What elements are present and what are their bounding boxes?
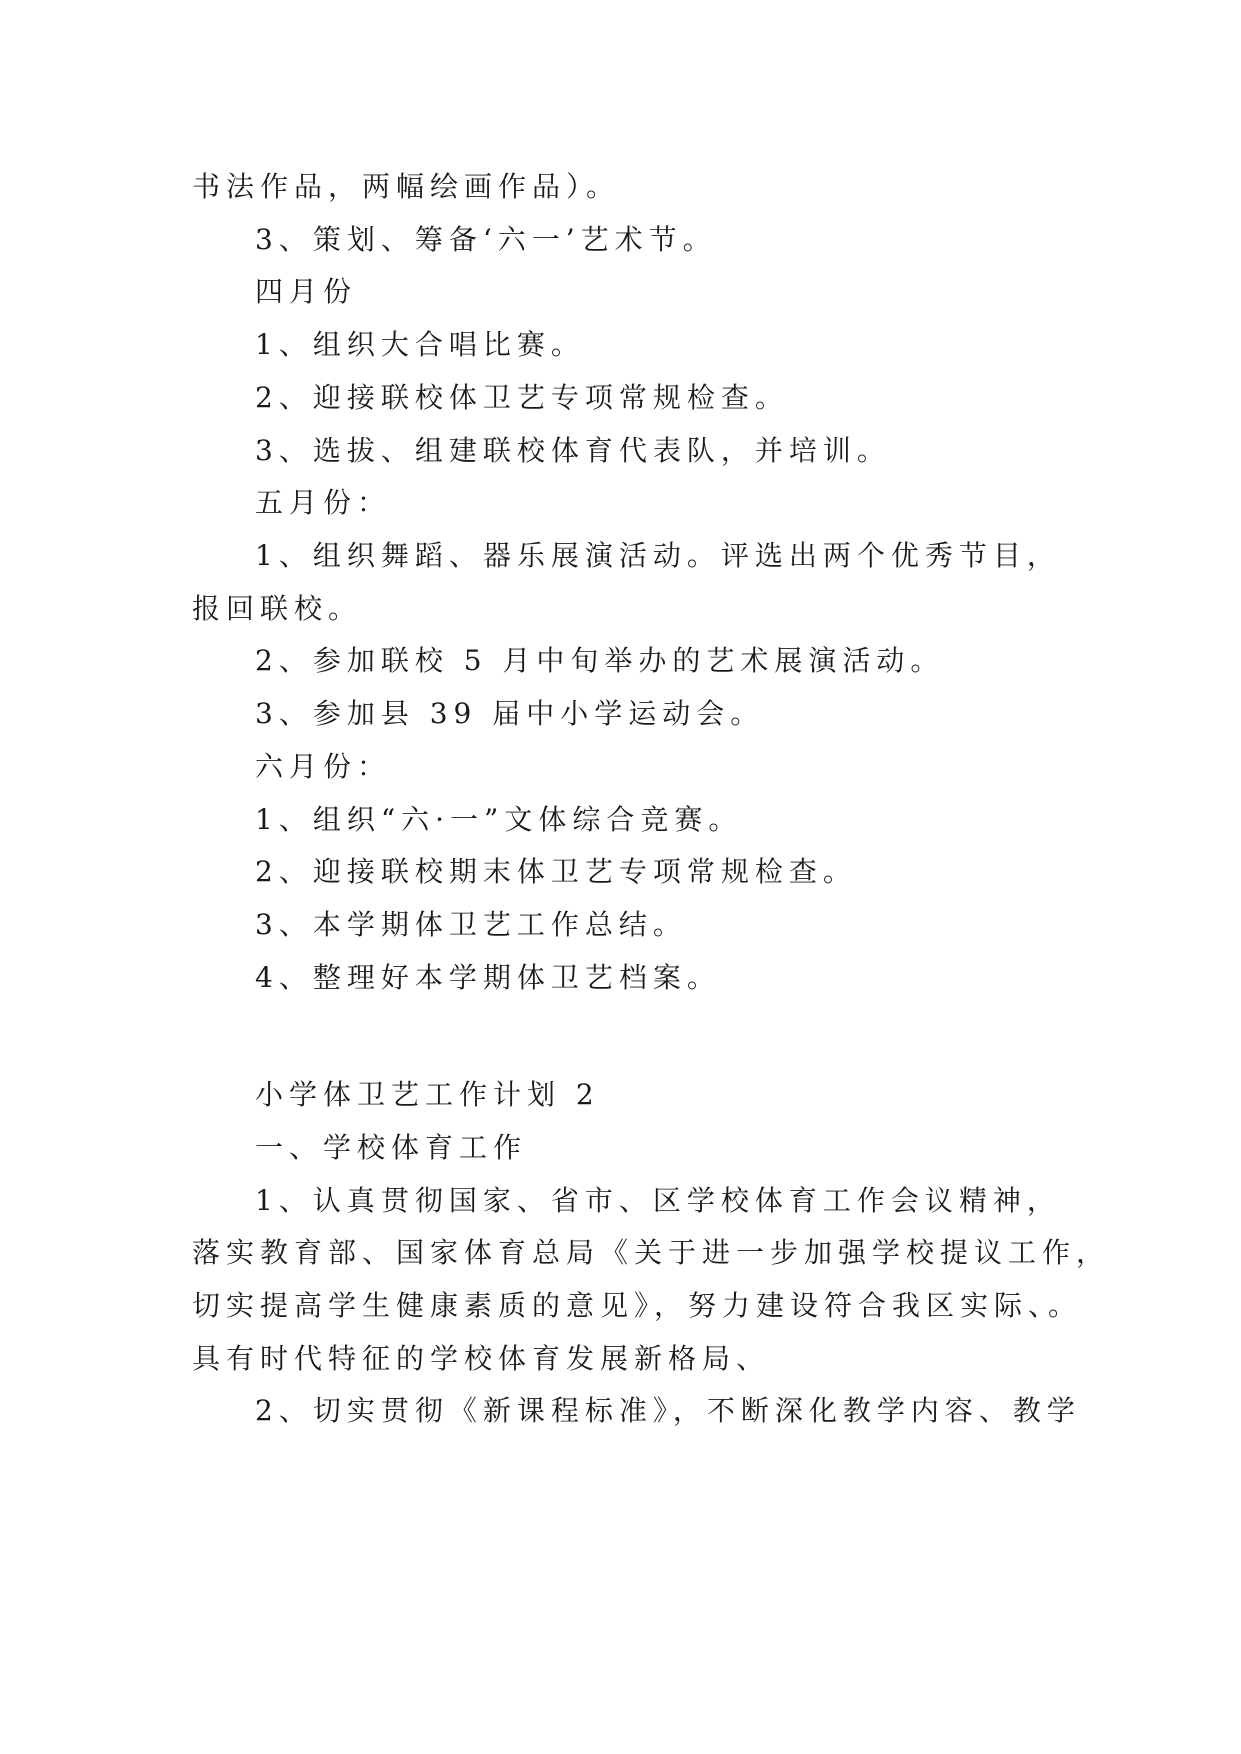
- text-line: 1、组织“六·一”文体综合竞赛。: [255, 803, 743, 836]
- text-line: 4、整理好本学期体卫艺档案。: [255, 961, 721, 994]
- text-line: 3、策划、筹备‘六一’艺术节。: [255, 223, 717, 256]
- section-heading-may: 五月份：: [255, 486, 392, 519]
- text-line: 3、选拔、组建联校体育代表队，并培训。: [255, 434, 891, 467]
- text-line: 3、本学期体卫艺工作总结。: [255, 908, 687, 941]
- text-line: 2、参加联校 5 月中旬举办的艺术展演活动。: [255, 644, 945, 677]
- text-line: 报回联校。: [192, 592, 363, 625]
- text-line: 切实提高学生健康素质的意见》，努力建设符合我区实际、。: [192, 1289, 1083, 1322]
- text-line: 1、组织舞蹈、器乐展演活动。评选出两个优秀节目，: [255, 539, 1061, 572]
- text-line: 1、认真贯彻国家、省市、区学校体育工作会议精神，: [255, 1184, 1061, 1217]
- text-line: 1、组织大合唱比赛。: [255, 328, 585, 361]
- text-line: 3、参加县 39 届中小学运动会。: [255, 697, 765, 730]
- text-line: 2、迎接联校期末体卫艺专项常规检查。: [255, 855, 857, 888]
- text-line: 具有时代特征的学校体育发展新格局、: [192, 1342, 771, 1375]
- text-line: 2、切实贯彻《新课程标准》，不断深化教学内容、教学: [255, 1394, 1081, 1427]
- section-heading: 一、学校体育工作: [255, 1131, 528, 1164]
- section-heading-june: 六月份：: [255, 750, 392, 783]
- text-line: 书法作品，两幅绘画作品）。: [192, 170, 621, 203]
- text-line: 落实教育部、国家体育总局《关于进一步加强学校提议工作，: [192, 1236, 1111, 1269]
- text-line: 2、迎接联校体卫艺专项常规检查。: [255, 381, 789, 414]
- document-title: 小学体卫艺工作计划 2: [255, 1078, 600, 1111]
- section-heading-april: 四月份: [255, 275, 358, 308]
